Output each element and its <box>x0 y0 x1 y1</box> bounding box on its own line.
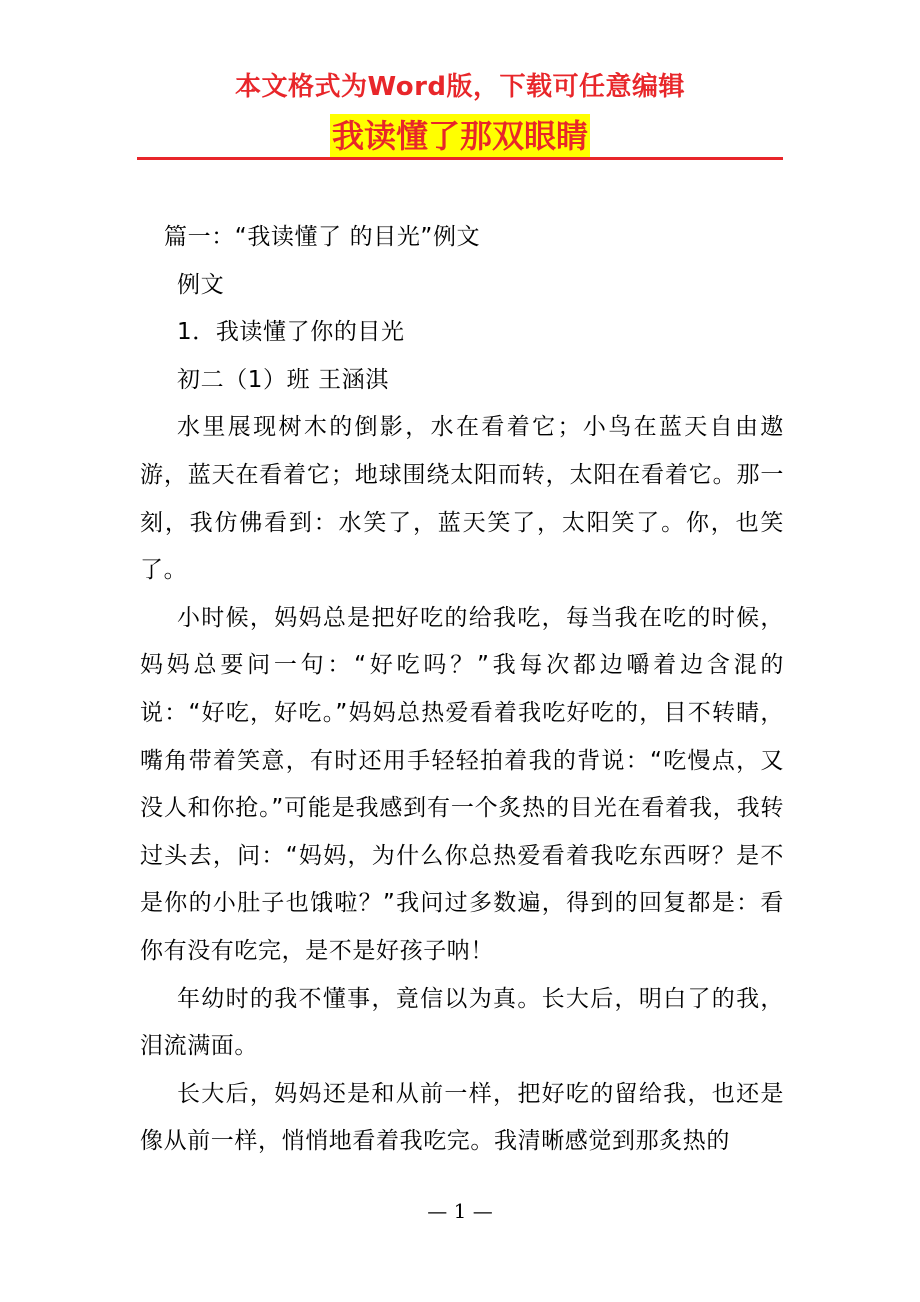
example-label: 例文 <box>177 271 225 298</box>
article-body <box>140 214 784 1166</box>
format-notice-banner: 本文格式为Word版，下载可任意编辑 <box>234 72 686 102</box>
document-title-container <box>0 114 920 158</box>
paragraph: 水里展现树木的倒影，水在看着它；小鸟在蓝天自由遨游，蓝天在看着它；地球围绕太阳而转，太阳在看着它。那一刻，我仿佛看到：水笑了，蓝天笑了，太阳笑了。你，也笑了。 <box>140 414 784 584</box>
essay-title: 1．我读懂了你的目光 <box>177 319 405 346</box>
title-divider <box>137 157 783 160</box>
page-number: — 1 — <box>427 1199 493 1223</box>
paragraph: 小时候，妈妈总是把好吃的给我吃，每当我在吃的时候，妈妈总要问一句：“好吃吗？”我每次都边嚼着边含混的说：“好吃，好吃。”妈妈总热爱看着我吃好吃的，目不转睛，嘴角带着笑意，有时还用手轻轻拍着我的背说：“吃慢点，又没人和你抢。”可能是我感到有一个炙热的目光在看着我，我转过头去，问：“妈妈，为什么你总热爱看着我吃东西呀？是不是你的小肚子也饿啦？”我问过多数遍，得到的回复都是：看你有没有吃完，是不是好孩子呐！ <box>140 604 784 964</box>
author-line: 初二（1）班 王涵淇 <box>177 366 389 393</box>
paragraph: 长大后，妈妈还是和从前一样，把好吃的留给我，也还是像从前一样，悄悄地看着我吃完。我清晰感觉到那炙热的 <box>140 1080 784 1155</box>
paragraph: 年幼时的我不懂事，竟信以为真。长大后，明白了的我，泪流满面。 <box>140 985 784 1060</box>
section-heading: 篇一：“我读懂了 的目光”例文 <box>164 224 481 250</box>
document-title: 我读懂了那双眼睛 <box>330 114 590 158</box>
